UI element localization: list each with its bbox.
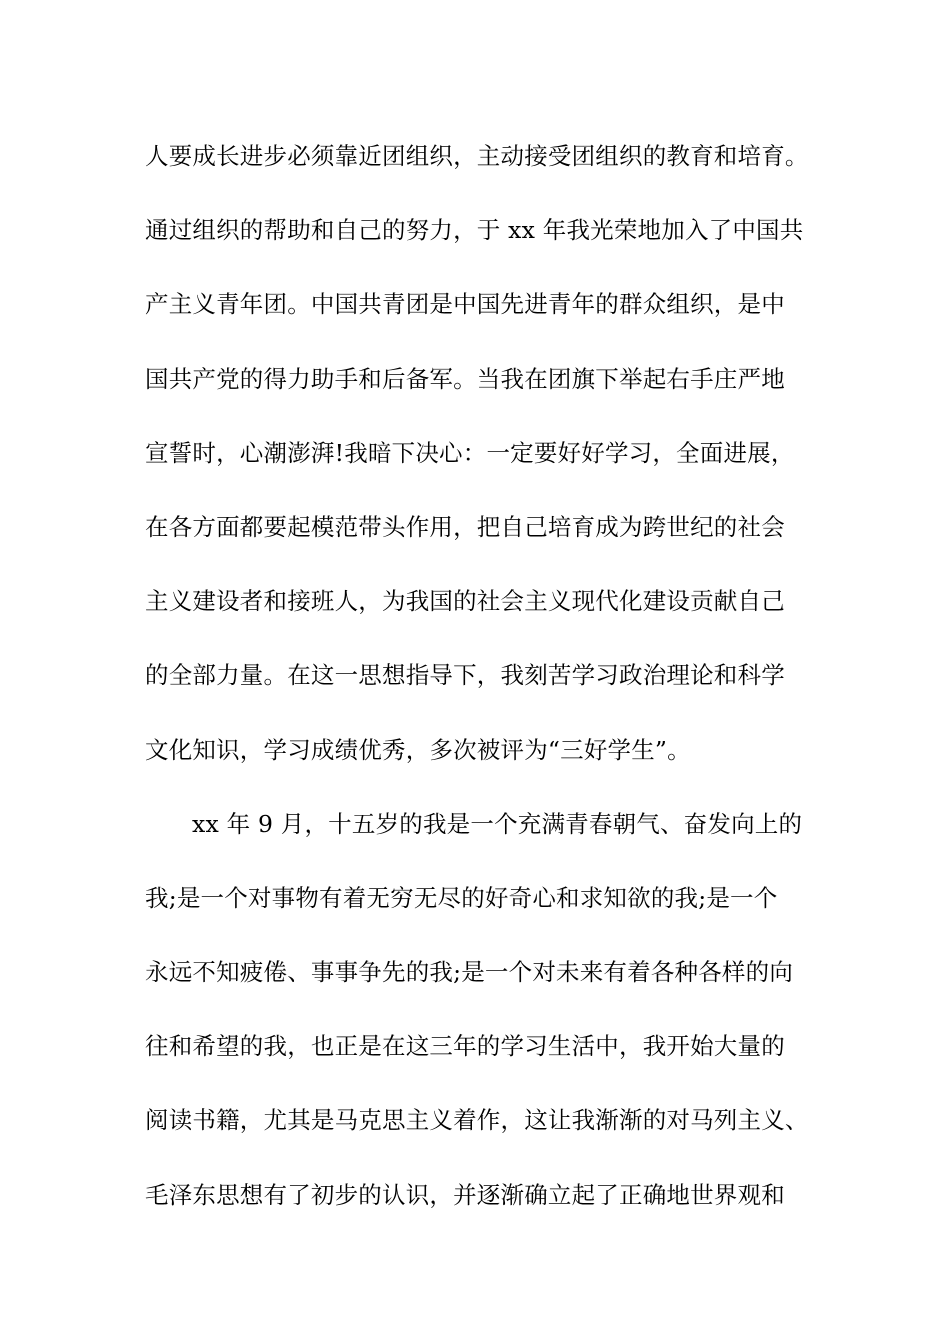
paragraph-start-line: xx 年 9 月，十五岁的我是一个充满青春朝气、奋发向上的 xyxy=(192,809,803,838)
text-line: 在各方面都要起模范带头作用，把自己培育成为跨世纪的社会 xyxy=(145,512,785,541)
text-line: 宣誓时，心潮澎湃!我暗下决心：一定要好好学习，全面进展， xyxy=(145,438,795,467)
text-line: 阅读书籍，尤其是马克思主义着作，这让我渐渐的对马列主义、 xyxy=(145,1106,809,1135)
text-line: 我;是一个对事物有着无穷无尽的好奇心和求知欲的我;是一个 xyxy=(145,883,778,912)
text-line: 毛泽东思想有了初步的认识，并逐渐确立起了正确地世界观和 xyxy=(145,1180,785,1209)
text-line: 人要成长进步必须靠近团组织，主动接受团组织的教育和培育。 xyxy=(145,142,809,170)
document-body xyxy=(145,131,825,1244)
text-line: 永远不知疲倦、事事争先的我;是一个对未来有着各种各样的向 xyxy=(145,958,794,987)
text-line: 国共产党的得力助手和后备军。当我在团旗下举起右手庄严地 xyxy=(145,364,785,393)
text-line: 主义建设者和接班人，为我国的社会主义现代化建设贡献自己 xyxy=(145,587,785,616)
text-line: 文化知识，学习成绩优秀，多次被评为“三好学生”。 xyxy=(145,735,691,764)
text-line: 往和希望的我，也正是在这三年的学习生活中，我开始大量的 xyxy=(145,1032,785,1061)
text-line: 通过组织的帮助和自己的努力，于 xx 年我光荣地加入了中国共 xyxy=(145,216,804,245)
text-line: 产主义青年团。中国共青团是中国先进青年的群众组织，是中 xyxy=(145,290,785,319)
text-line: 的全部力量。在这一思想指导下，我刻苦学习政治理论和科学 xyxy=(145,661,785,690)
